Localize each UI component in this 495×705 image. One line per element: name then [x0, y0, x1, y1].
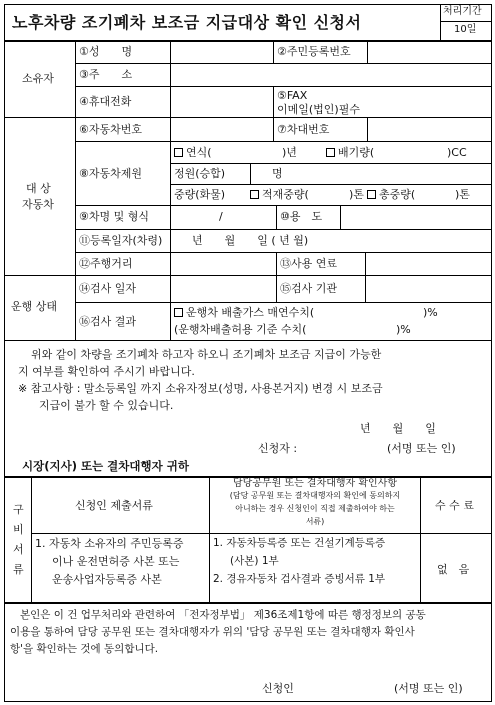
request-signature[interactable]: (서명 또는 인): [387, 442, 456, 455]
inspection-agency-field[interactable]: [366, 277, 491, 301]
inspection-agency-label: ⑮검사 기관: [280, 282, 338, 295]
capacity-label: 정원(승합): [174, 167, 226, 180]
vehicle-model-field[interactable]: [171, 206, 275, 228]
processing-label: 처리기간: [443, 6, 482, 17]
vehicle-model-separator: /: [219, 210, 223, 223]
year-label: 연식(: [186, 146, 212, 159]
docs-side-char-2: 비: [13, 523, 24, 536]
consent-applicant-label: 신청인: [262, 682, 294, 695]
displacement-row: [326, 147, 374, 158]
owner-mobile-field[interactable]: [171, 87, 272, 116]
load-weight-row: [250, 189, 309, 200]
docs-side-char-1: 구: [13, 503, 24, 516]
official-docs-sub-1: (담당 공무원 또는 결차대행자의 확인에 동의하지: [229, 491, 401, 500]
vehicle-years-field[interactable]: [366, 253, 491, 274]
form-title: 노후차량 조기폐차 보조금 지급대상 확인 신청서: [12, 13, 362, 32]
weight-label: 중량(화물): [174, 188, 226, 201]
inspection-date-field[interactable]: [171, 277, 275, 301]
vehicle-spec-label: ⑧자동차제원: [79, 167, 142, 180]
request-line-2: 지 여부를 확인하여 주시기 바랍니다.: [18, 365, 195, 378]
vehicle-mileage-label: ⑫주행거리: [79, 257, 133, 270]
displacement-unit: )CC: [447, 146, 467, 159]
year-unit: )년: [282, 146, 297, 159]
applicant-doc-line-2: 이나 운전면허증 사본 또는: [52, 555, 180, 568]
displacement-label: 배기량(: [338, 146, 375, 159]
vehicle-regno-label: ⑥자동차번호: [79, 123, 142, 136]
inspection-date-label: ⑭검사 일자: [79, 282, 137, 295]
official-doc-line-1: 1. 자동차등록증 또는 건설기계등록증: [213, 537, 386, 549]
emission-checkbox[interactable]: [174, 308, 183, 317]
consent-signature[interactable]: (서명 또는 인): [394, 682, 463, 695]
consent-line-3: 항'을 확인하는 것에 동의합니다.: [10, 643, 159, 655]
applicant-doc-line-1: 1. 자동차 소유자의 주민등록증: [35, 537, 184, 550]
official-docs-sub-3: 서류): [305, 517, 325, 526]
note-line-2: 지급이 불가 할 수 있습니다.: [39, 399, 174, 412]
vehicle-chassis-field[interactable]: [368, 119, 491, 140]
processing-value: 10일: [454, 24, 477, 35]
vehicle-usage-label: ⑩용 도: [280, 210, 323, 223]
official-doc-line-3: 2. 경유자동차 검사결과 증빙서류 1부: [213, 573, 386, 585]
total-weight-unit: )톤: [455, 188, 470, 201]
total-weight-checkbox[interactable]: [367, 190, 376, 199]
inspection-result-label: ⑯검사 결과: [79, 315, 137, 328]
vehicle-chassis-label: ⑦차대번호: [277, 123, 330, 136]
owner-name-field[interactable]: [171, 42, 272, 62]
request-applicant-label: 신청자 :: [258, 442, 298, 455]
vehicle-model-label: ⑨차명 및 형식: [79, 210, 149, 223]
request-date[interactable]: 년 월 일: [360, 422, 436, 435]
consent-line-1: 본인은 이 건 업무처리와 관련하여 「전자정부법」 제36조제1항에 따른 행정정보의 공동: [20, 609, 426, 621]
load-weight-unit: )톤: [349, 188, 364, 201]
official-docs-sub-2: 아니하는 경우 신청인이 직접 제출하여야 하는: [235, 504, 395, 513]
emission-label: 운행차 배출가스 매연수치(: [186, 306, 315, 319]
total-weight-label: 총중량(: [379, 188, 416, 201]
owner-mobile-label: ④휴대전화: [79, 95, 132, 108]
consent-line-2: 이용을 통하여 담당 공무원 또는 결차대행자가 위의 '담당 공무원 또는 결차대행자 확인사: [10, 626, 415, 638]
owner-address-field[interactable]: [171, 64, 491, 85]
owner-fax-label: ⑤FAX: [277, 89, 308, 102]
emission-standard-label: (운행차배출허용 기준 수치(: [174, 323, 307, 336]
fee-header: 수 수 료: [435, 499, 474, 512]
vehicle-usage-field[interactable]: [341, 206, 491, 228]
owner-email-label: 이메일(법인)필수: [277, 103, 360, 116]
emission-row: [174, 307, 314, 318]
official-doc-line-2: (사본) 1부: [230, 555, 279, 567]
year-row: [174, 147, 212, 158]
vehicle-regno-field[interactable]: [171, 119, 272, 140]
owner-section-label: 소유자: [22, 72, 54, 85]
total-weight-row: [367, 189, 415, 200]
load-weight-checkbox[interactable]: [250, 190, 259, 199]
vehicle-section-label-2: 자동차: [22, 198, 54, 211]
owner-resident-label: ②주민등록번호: [277, 45, 351, 58]
applicant-doc-line-3: 운송사업자등록증 사본: [52, 573, 162, 586]
official-docs-header: 담당공무원 또는 결차대행자 확인사항: [232, 478, 398, 489]
vehicle-section-label-1: 대 상: [26, 182, 51, 195]
emission-unit: )%: [423, 306, 438, 319]
vehicle-regdate-value[interactable]: 년 월 일 ( 년 월): [192, 234, 309, 247]
applicant-docs-header: 신청인 제출서류: [75, 499, 153, 512]
capacity-unit: 명: [272, 167, 283, 180]
load-weight-label: 적재중량(: [262, 188, 309, 201]
docs-side-char-4: 류: [13, 563, 24, 576]
inspection-section-label: 운행 상태: [11, 300, 58, 313]
docs-side-char-3: 서: [13, 543, 24, 556]
vehicle-regdate-label: ⑪등록일자(차령): [79, 234, 163, 247]
fee-value: 없 음: [437, 563, 470, 576]
owner-name-label: ①성 명: [79, 45, 133, 58]
vehicle-mileage-field[interactable]: [171, 253, 275, 274]
owner-address-label: ③주 소: [79, 68, 133, 81]
request-line-1: 위와 같이 차량을 조기폐차 하고자 하오니 조기폐차 보조금 지급이 가능한: [31, 348, 382, 361]
note-line-1: ※ 참고사항 : 말소등록일 까지 소유자정보(성명, 사용본거지) 변경 시 보조금: [18, 382, 383, 395]
year-checkbox[interactable]: [174, 148, 183, 157]
vehicle-years-label: ⑬사용 연료: [280, 257, 338, 270]
displacement-checkbox[interactable]: [326, 148, 335, 157]
owner-resident-field[interactable]: [368, 42, 491, 62]
emission-standard-unit: )%: [396, 323, 411, 336]
recipient: 시장(지사) 또는 결차대행자 귀하: [22, 459, 189, 473]
